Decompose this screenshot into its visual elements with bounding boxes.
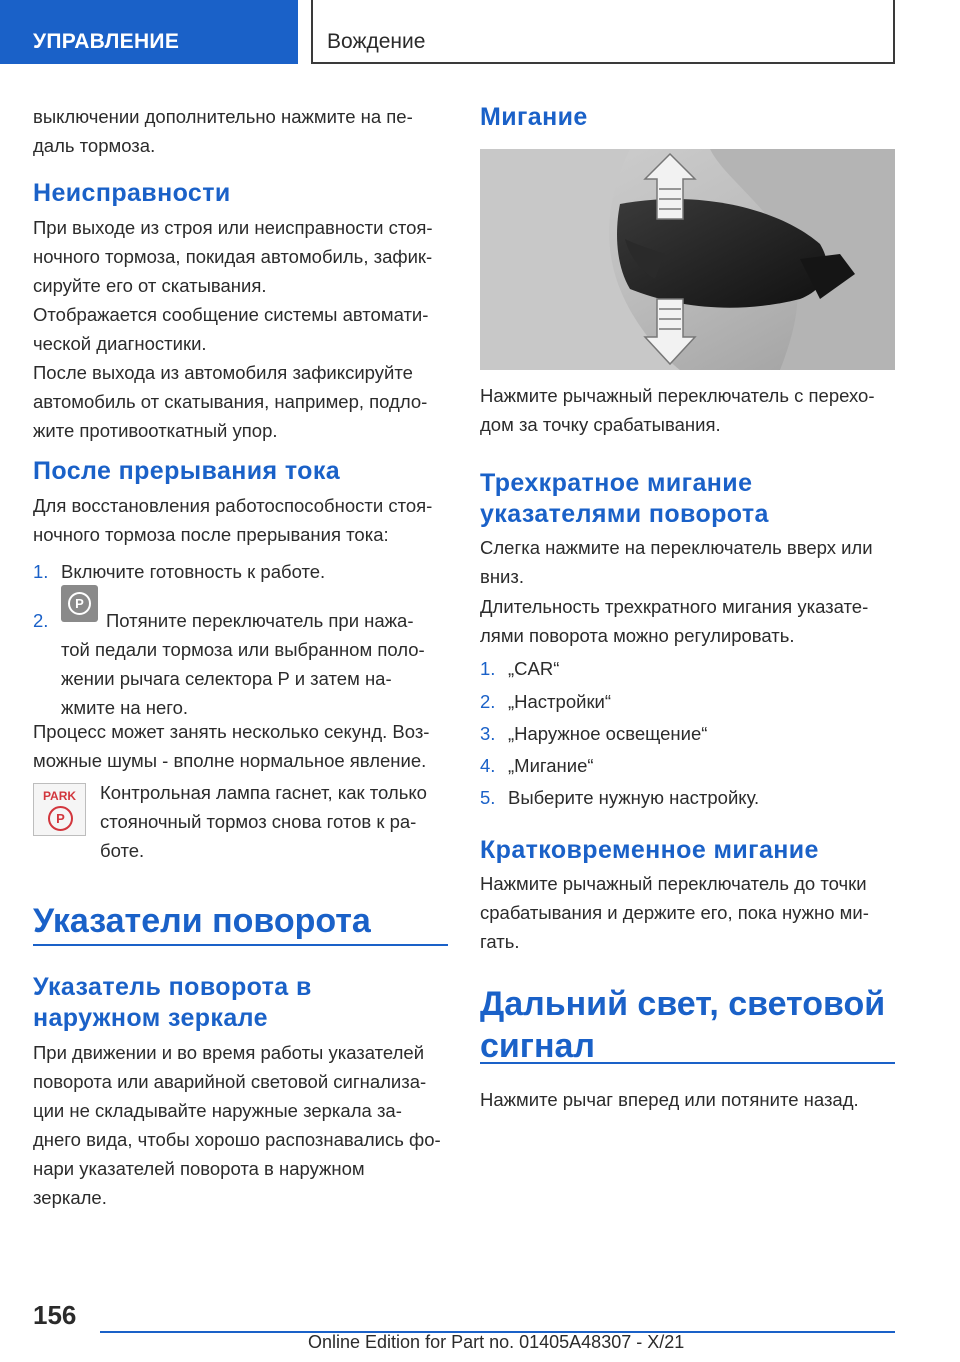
parking-brake-switch-icon — [61, 585, 98, 622]
flashing-paragraph: Нажмите рычажный переключатель с перехо- дом за точку срабатывания. — [480, 385, 875, 435]
list-number: 3. — [480, 723, 496, 744]
malfunction-heading: Неисправности — [33, 179, 231, 207]
power-loss-paragraph-1: Для восстановления работоспособности стоя- ночного тормоза после прерывания тока: — [33, 495, 433, 545]
parking-symbol: P — [68, 592, 91, 615]
list-text: Потяните переключатель при нажа- той педали тормоза или выбранном поло- жении рычага селектора P и затем на- жмите на него. — [61, 610, 425, 718]
intro-paragraph: выключении дополнительно нажмите на пе- даль тормоза. — [33, 106, 413, 156]
triple-flash-paragraph-1: Слегка нажмите на переключатель вверх или вниз. — [480, 537, 873, 587]
triple-flash-heading: Трехкратное мигание указателями поворота — [480, 469, 769, 528]
brief-flash-paragraph: Нажмите рычажный переключатель до точки срабатывания и держите его, пока нужно ми- гать. — [480, 873, 869, 952]
power-loss-paragraph-2: Процесс может занять несколько секунд. Воз- можные шумы - вполне нормальное явление. — [33, 721, 430, 771]
high-beam-paragraph: Нажмите рычаг вперед или потяните назад. — [480, 1089, 859, 1110]
list-number: 5. — [480, 787, 496, 808]
list-number: 4. — [480, 755, 496, 776]
park-lamp-symbol: P — [48, 806, 73, 831]
list-text: Выберите нужную настройку. — [508, 787, 760, 808]
edition-note: Online Edition for Part no. 01405A48307 - X/21 — [308, 1332, 685, 1352]
list-text: „Настройки“ — [508, 691, 612, 712]
heading-rule — [480, 1062, 895, 1064]
list-number: 1. — [33, 561, 49, 582]
list-number: 2. — [480, 691, 496, 712]
power-loss-heading: После прерывания тока — [33, 457, 341, 485]
list-text: Включите готовность к работе. — [61, 561, 326, 582]
triple-flash-paragraph-2: Длительность трехкратного мигания указате- лями поворота можно регулировать. — [480, 596, 869, 646]
high-beam-heading: Дальний свет, световой сигнал — [480, 985, 886, 1065]
list-text: „Мигание“ — [508, 755, 594, 776]
brief-flash-heading: Кратковременное мигание — [480, 836, 819, 864]
malfunction-paragraph-1: При выходе из строя или неисправности стоя- ночного тормоза, покидая автомобиль, зафик- сируйте его от скатывания. — [33, 217, 433, 296]
malfunction-paragraph-2: Отображается сообщение системы автомати- ческой диагностики. — [33, 304, 429, 354]
turn-signal-lever-image — [480, 149, 895, 370]
list-number: 2. — [33, 610, 49, 631]
list-number: 1. — [480, 658, 496, 679]
flashing-heading: Мигание — [480, 103, 588, 131]
mirror-signal-heading: Указатель поворота в наружном зеркале — [33, 973, 312, 1032]
chapter-tab[interactable]: Вождение — [311, 0, 895, 64]
heading-rule — [33, 944, 448, 946]
malfunction-paragraph-3: После выхода из автомобиля зафиксируйте автомобиль от скатывания, например, подло- жите противооткатный упор. — [33, 362, 428, 441]
page-number: 156 — [33, 1300, 77, 1330]
turn-signals-heading: Указатели поворота — [33, 902, 371, 940]
park-warning-lamp-icon — [33, 783, 86, 836]
park-lamp-label: PARK — [42, 789, 77, 803]
mirror-signal-paragraph: При движении и во время работы указателей поворота или аварийной световой сигнализа- ции не складывайте наружные зеркала за- днего вида, чтобы хорошо распознавались фо- нари указателей поворота в наружном зеркале. — [33, 1042, 441, 1208]
list-text: „CAR“ — [508, 658, 560, 679]
lamp-note: Контрольная лампа гаснет, как только стояночный тормоз снова готов к ра- боте. — [100, 782, 427, 861]
list-text: „Наружное освещение“ — [508, 723, 708, 744]
section-tab[interactable]: УПРАВЛЕНИЕ — [0, 0, 298, 64]
